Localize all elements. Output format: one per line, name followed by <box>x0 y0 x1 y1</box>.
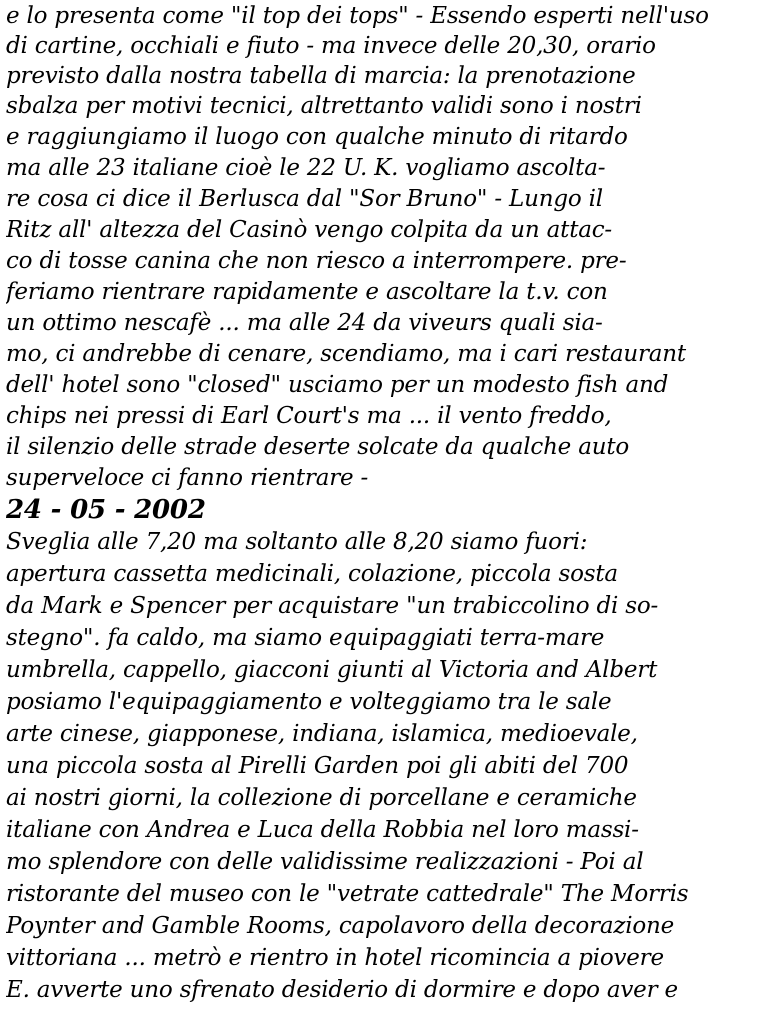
text-line: italiane con Andrea e Luca della Robbia nel loro massi- <box>6 817 639 843</box>
text-line: re cosa ci dice il Berlusca dal "Sor Bruno" - Lungo il <box>6 186 603 212</box>
text-line: chips nei pressi di Earl Court's ma ... il vento freddo, <box>6 403 612 429</box>
text-line: E. avverte uno sfrenato desiderio di dormire e dopo aver e <box>6 977 678 1003</box>
text-line: ma alle 23 italiane cioè le 22 U. K. vogliamo ascolta- <box>6 155 606 181</box>
text-line: ai nostri giorni, la collezione di porcellane e ceramiche <box>6 785 637 811</box>
text-line: un ottimo nescafè ... ma alle 24 da viveurs quali sia- <box>6 310 603 336</box>
text-line: da Mark e Spencer per acquistare "un trabiccolino di so- <box>6 593 659 619</box>
text-line: e lo presenta come "il top dei tops" - Essendo esperti nell'uso <box>6 3 709 29</box>
text-line: posiamo l'equipaggiamento e volteggiamo tra le sale <box>6 689 612 715</box>
entry-date: 24 - 05 - 2002 <box>6 496 206 524</box>
text-line: feriamo rientrare rapidamente e ascoltare la t.v. con <box>6 279 608 305</box>
text-line: stegno". fa caldo, ma siamo equipaggiati terra-mare <box>6 625 605 651</box>
text-line: dell' hotel sono "closed" usciamo per un modesto fish and <box>6 372 669 398</box>
text-line: vittoriana ... metrò e rientro in hotel ricomincia a piovere <box>6 945 664 971</box>
text-line: mo, ci andrebbe di cenare, scendiamo, ma i cari restaurant <box>6 341 686 367</box>
text-line: di cartine, occhiali e fiuto - ma invece delle 20,30, orario <box>6 33 656 59</box>
text-line: previsto dalla nostra tabella di marcia: la prenotazione <box>6 63 636 89</box>
text-line: superveloce ci fanno rientrare - <box>6 465 369 491</box>
text-line: una piccola sosta al Pirelli Garden poi gli abiti del 700 <box>6 753 629 779</box>
text-line: il silenzio delle strade deserte solcate da qualche auto <box>6 434 630 460</box>
text-line: Sveglia alle 7,20 ma soltanto alle 8,20 siamo fuori: <box>6 529 588 555</box>
text-line: co di tosse canina che non riesco a interrompere. pre- <box>6 248 627 274</box>
text-line: Poynter and Gamble Rooms, capolavoro della decorazione <box>6 913 675 939</box>
text-line: sbalza per motivi tecnici, altrettanto validi sono i nostri <box>6 93 642 119</box>
text-line: arte cinese, giapponese, indiana, islamica, medioevale, <box>6 721 638 747</box>
text-line: e raggiungiamo il luogo con qualche minuto di ritardo <box>6 124 628 150</box>
text-line: umbrella, cappello, giacconi giunti al Victoria and Albert <box>6 657 658 683</box>
text-line: ristorante del museo con le "vetrate cattedrale" The Morris <box>6 881 689 907</box>
text-line: Ritz all' altezza del Casinò vengo colpita da un attac- <box>6 217 613 243</box>
text-line: apertura cassetta medicinali, colazione, piccola sosta <box>6 561 618 587</box>
text-line: mo splendore con delle validissime realizzazioni - Poi al <box>6 849 644 875</box>
